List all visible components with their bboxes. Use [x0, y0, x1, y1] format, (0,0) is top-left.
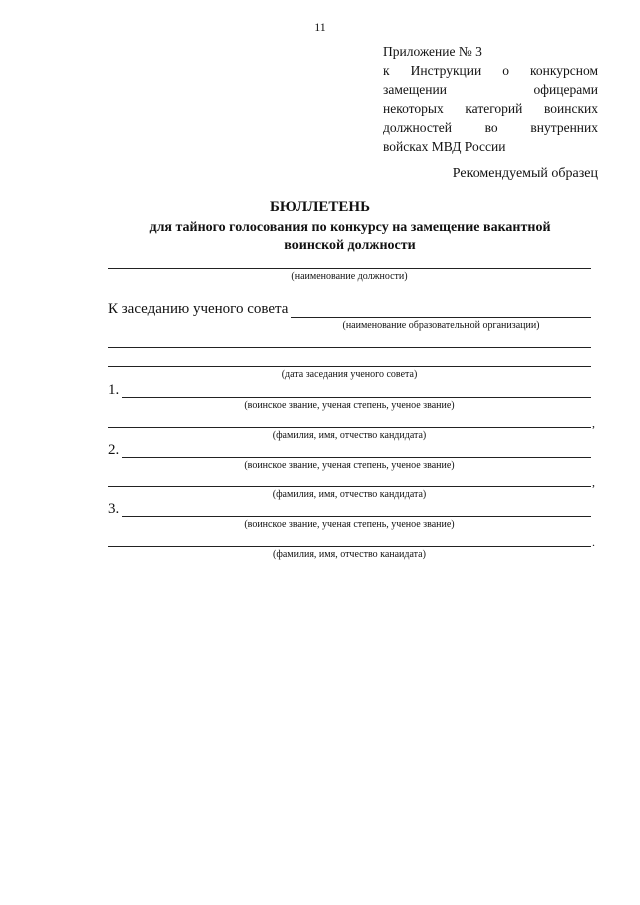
candidate-number: 3. [108, 501, 120, 517]
position-name-line[interactable] [108, 268, 591, 269]
candidate-name-line[interactable] [108, 546, 591, 547]
sample-label: Рекомендуемый образец [452, 166, 598, 181]
meeting-date-caption: (дата заседания ученого совета) [281, 369, 418, 380]
council-label: К заседанию ученого совета [108, 301, 289, 317]
candidate-rank-caption: (воинское звание, ученая степень, ученое звание) [244, 400, 455, 411]
appendix-block [383, 42, 598, 156]
appendix-line: замещении офицерами [383, 82, 598, 97]
candidate-rank-line[interactable] [122, 516, 591, 517]
line-end-punct: , [592, 416, 595, 430]
candidate-name-caption: (фамилия, имя, отчество канаидата) [273, 549, 426, 560]
meeting-date-line[interactable] [108, 366, 591, 367]
position-name-caption: (наименование должности) [291, 271, 408, 282]
council-org-line[interactable] [291, 317, 591, 318]
candidate-rank-line[interactable] [122, 397, 591, 398]
council-org-line-2[interactable] [108, 347, 591, 348]
candidate-rank-line[interactable] [122, 457, 591, 458]
ballot-title: БЮЛЛЕТЕНЬ [269, 199, 370, 215]
appendix-line: к Инструкции о конкурсном [383, 63, 598, 78]
candidate-name-line[interactable] [108, 427, 591, 428]
candidate-rank-caption: (воинское звание, ученая степень, ученое звание) [244, 519, 455, 530]
appendix-line: Приложение № 3 [383, 44, 482, 59]
appendix-line: должностей во внутренних [383, 120, 598, 135]
candidate-number: 1. [108, 382, 120, 398]
appendix-line: некоторых категорий воинских [383, 101, 598, 116]
candidate-rank-caption: (воинское звание, ученая степень, ученое звание) [244, 460, 455, 471]
org-name-caption: (наименование образовательной организации) [342, 320, 540, 331]
ballot-subtitle: для тайного голосования по конкурсу на замещение вакантной воинской должности [149, 220, 551, 253]
line-end-punct: . [592, 535, 595, 549]
line-end-punct: , [592, 475, 595, 489]
candidate-name-line[interactable] [108, 486, 591, 487]
page-number: 11 [314, 20, 326, 34]
candidate-number: 2. [108, 442, 120, 458]
candidate-name-caption: (фамилия, имя, отчество кандидата) [272, 430, 427, 441]
appendix-line: войсках МВД России [383, 139, 506, 154]
candidate-name-caption: (фамилия, имя, отчество кандидата) [272, 489, 427, 500]
